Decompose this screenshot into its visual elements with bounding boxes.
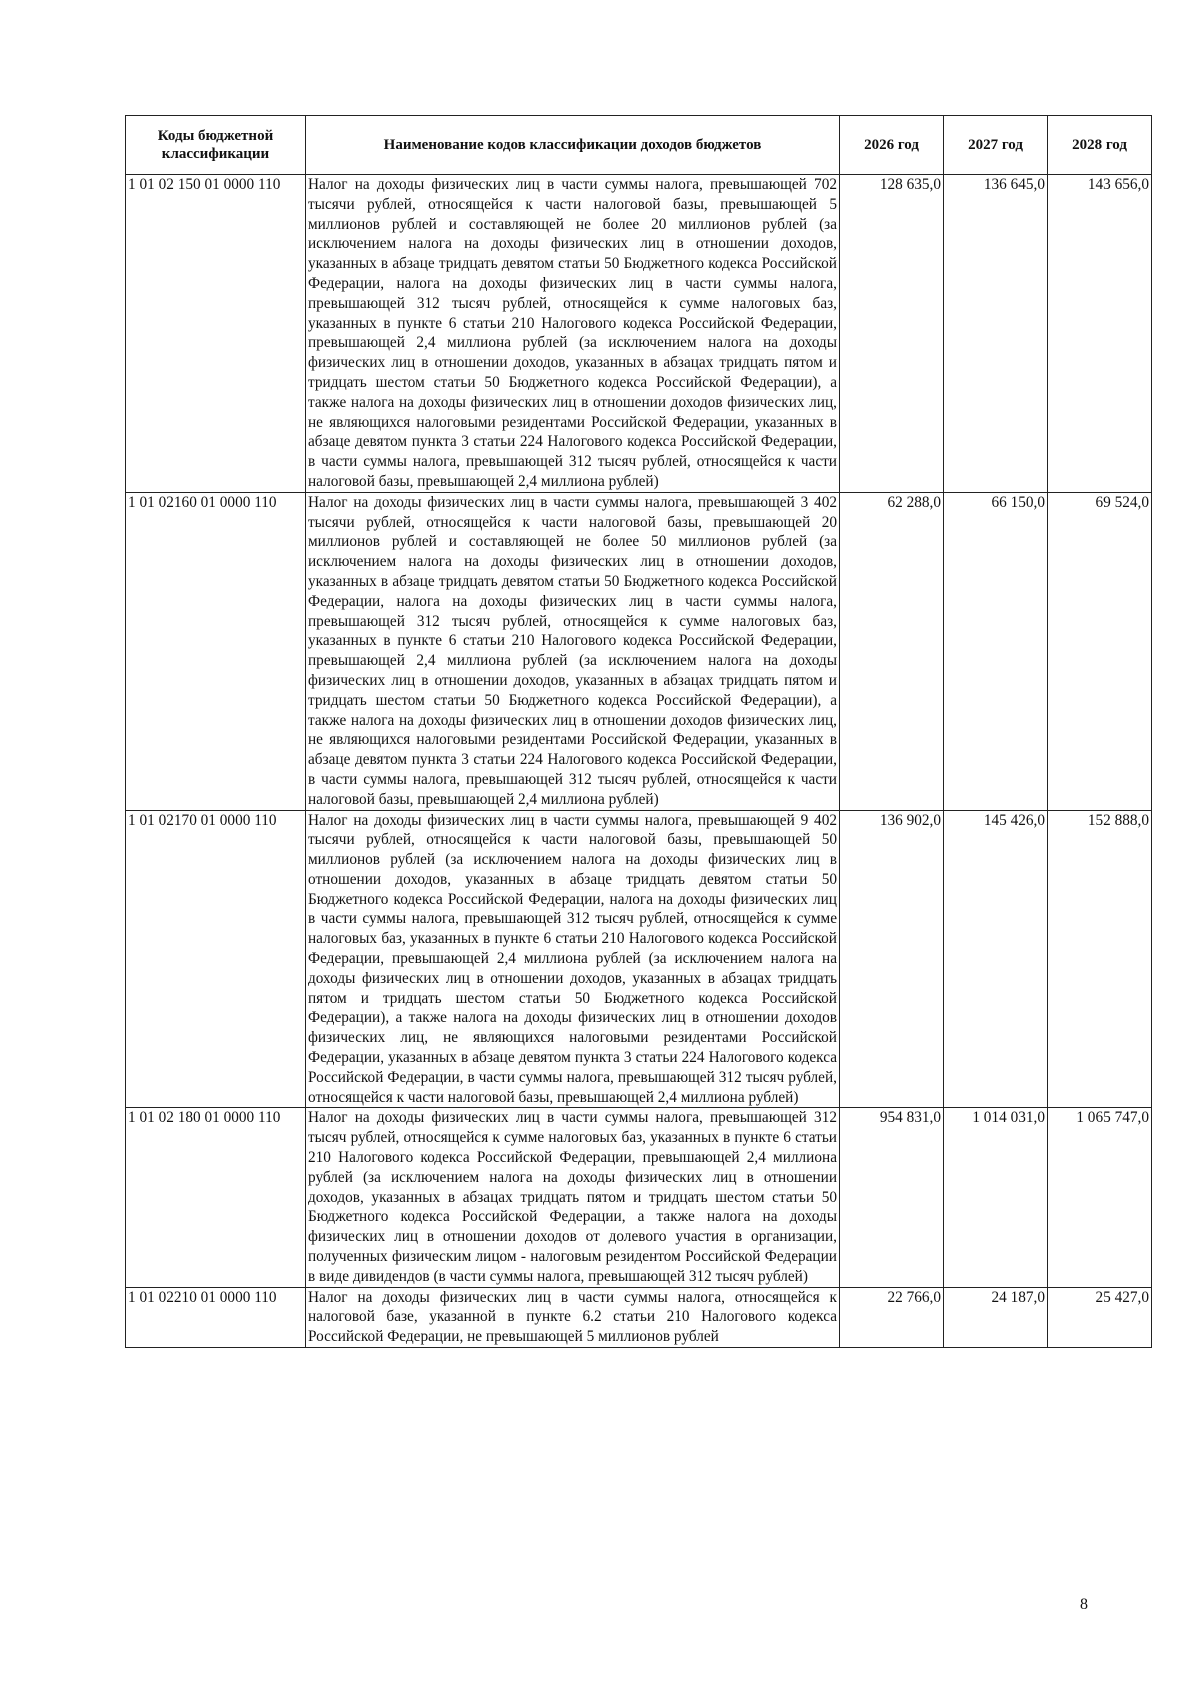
header-2027: 2027 год	[944, 116, 1048, 175]
cell-name: Налог на доходы физических лиц в части суммы налога, превышающей 702 тысячи рублей, относящейся к части налоговой базы, превышающей 5 миллионов рублей и составляющей не более 20 миллионов рублей (за исключением налога на доходы физических лиц в отношении доходов, указанных в абзаце тридцать девятом статьи 50 Бюджетного кодекса Российской Федерации, налога на доходы физических лиц в части суммы налога, превышающей 312 тысяч рублей, относящейся к сумме налоговых баз, указанных в пункте 6 статьи 210 Налогового кодекса Российской Федерации, превышающей 2,4 миллиона рублей (за исключением налога на доходы физических лиц в отношении доходов, указанных в абзацах тридцать пятом и тридцать шестом статьи 50 Бюджетного кодекса Российской Федерации), а также налога на доходы физических лиц в отношении доходов физических лиц, не являющихся налоговыми резидентами Российской Федерации, указанных в абзаце девятом пункта 3 статьи 224 Налогового кодекса Российской Федерации, в части суммы налога, превышающей 312 тысяч рублей, относящейся к части налоговой базы, превышающей 2,4 миллиона рублей)	[306, 175, 840, 493]
header-2028: 2028 год	[1048, 116, 1152, 175]
cell-2026: 128 635,0	[840, 175, 944, 493]
table-row	[126, 492, 1152, 810]
cell-name: Налог на доходы физических лиц в части суммы налога, превышающей 3 402 тысячи рублей, относящейся к части налоговой базы, превышающей 20 миллионов рублей и составляющей не более 50 миллионов рублей (за исключением налога на доходы физических лиц в отношении доходов, указанных в абзаце тридцать девятом статьи 50 Бюджетного кодекса Российской Федерации, налога на доходы физических лиц в части суммы налога, превышающей 312 тысяч рублей, относящейся к сумме налоговых баз, указанных в пункте 6 статьи 210 Налогового кодекса Российской Федерации, превышающей 2,4 миллиона рублей (за исключением налога на доходы физических лиц в отношении доходов, указанных в абзацах тридцать пятом и тридцать шестом статьи 50 Бюджетного кодекса Российской Федерации), а также налога на доходы физических лиц в отношении доходов физических лиц, не являющихся налоговыми резидентами Российской Федерации, указанных в абзаце девятом пункта 3 статьи 224 Налогового кодекса Российской Федерации, в части суммы налога, превышающей 312 тысяч рублей, относящейся к части налоговой базы, превышающей 2,4 миллиона рублей)	[306, 492, 840, 810]
cell-2027: 136 645,0	[944, 175, 1048, 493]
cell-code: 1 01 02 150 01 0000 110	[126, 175, 306, 493]
budget-revenue-table	[125, 115, 1152, 1348]
cell-2028: 152 888,0	[1048, 810, 1152, 1108]
table-row	[126, 1108, 1152, 1287]
cell-2026: 22 766,0	[840, 1287, 944, 1347]
table-header-row	[126, 116, 1152, 175]
cell-2026: 62 288,0	[840, 492, 944, 810]
page-number: 8	[1080, 1596, 1088, 1613]
header-name: Наименование кодов классификации доходов бюджетов	[306, 116, 840, 175]
cell-code: 1 01 02210 01 0000 110	[126, 1287, 306, 1347]
header-2026: 2026 год	[840, 116, 944, 175]
cell-2027: 1 014 031,0	[944, 1108, 1048, 1287]
cell-name: Налог на доходы физических лиц в части суммы налога, превышающей 312 тысяч рублей, относящейся к сумме налоговых баз, указанных в пункте 6 статьи 210 Налогового кодекса Российской Федерации, превышающей 2,4 миллиона рублей (за исключением налога на доходы физических лиц в отношении доходов, указанных в абзацах тридцать пятом и тридцать шестом статьи 50 Бюджетного кодекса Российской Федерации, а также налога на доходы физических лиц в отношении доходов от долевого участия в организации, полученных физическим лицом - налоговым резидентом Российской Федерации в виде дивидендов (в части суммы налога, превышающей 312 тысяч рублей)	[306, 1108, 840, 1287]
cell-2028: 25 427,0	[1048, 1287, 1152, 1347]
cell-2026: 136 902,0	[840, 810, 944, 1108]
table-row	[126, 810, 1152, 1108]
cell-code: 1 01 02170 01 0000 110	[126, 810, 306, 1108]
cell-2026: 954 831,0	[840, 1108, 944, 1287]
table-row	[126, 1287, 1152, 1347]
cell-2027: 145 426,0	[944, 810, 1048, 1108]
cell-name: Налог на доходы физических лиц в части суммы налога, превышающей 9 402 тысячи рублей, относящейся к части налоговой базы, превышающей 50 миллионов рублей (за исключением налога на доходы физических лиц в отношении доходов, указанных в абзаце тридцать девятом статьи 50 Бюджетного кодекса Российской Федерации, налога на доходы физических лиц в части суммы налога, превышающей 312 тысяч рублей, относящейся к сумме налоговых баз, указанных в пункте 6 статьи 210 Налогового кодекса Российской Федерации, превышающей 2,4 миллиона рублей (за исключением налога на доходы физических лиц в отношении доходов, указанных в абзацах тридцать пятом и тридцать шестом статьи 50 Бюджетного кодекса Российской Федерации), а также налога на доходы физических лиц в отношении доходов физических лиц, не являющихся налоговыми резидентами Российской Федерации, указанных в абзаце девятом пункта 3 статьи 224 Налогового кодекса Российской Федерации, в части суммы налога, превышающей 312 тысяч рублей, относящейся к части налоговой базы, превышающей 2,4 миллиона рублей)	[306, 810, 840, 1108]
cell-2027: 24 187,0	[944, 1287, 1048, 1347]
header-code: Коды бюджетной классификации	[126, 116, 306, 175]
cell-2027: 66 150,0	[944, 492, 1048, 810]
table-row	[126, 175, 1152, 493]
cell-2028: 69 524,0	[1048, 492, 1152, 810]
cell-code: 1 01 02160 01 0000 110	[126, 492, 306, 810]
cell-2028: 1 065 747,0	[1048, 1108, 1152, 1287]
cell-name: Налог на доходы физических лиц в части суммы налога, относящейся к налоговой базе, указанной в пункте 6.2 статьи 210 Налогового кодекса Российской Федерации, не превышающей 5 миллионов рублей	[306, 1287, 840, 1347]
cell-2028: 143 656,0	[1048, 175, 1152, 493]
cell-code: 1 01 02 180 01 0000 110	[126, 1108, 306, 1287]
